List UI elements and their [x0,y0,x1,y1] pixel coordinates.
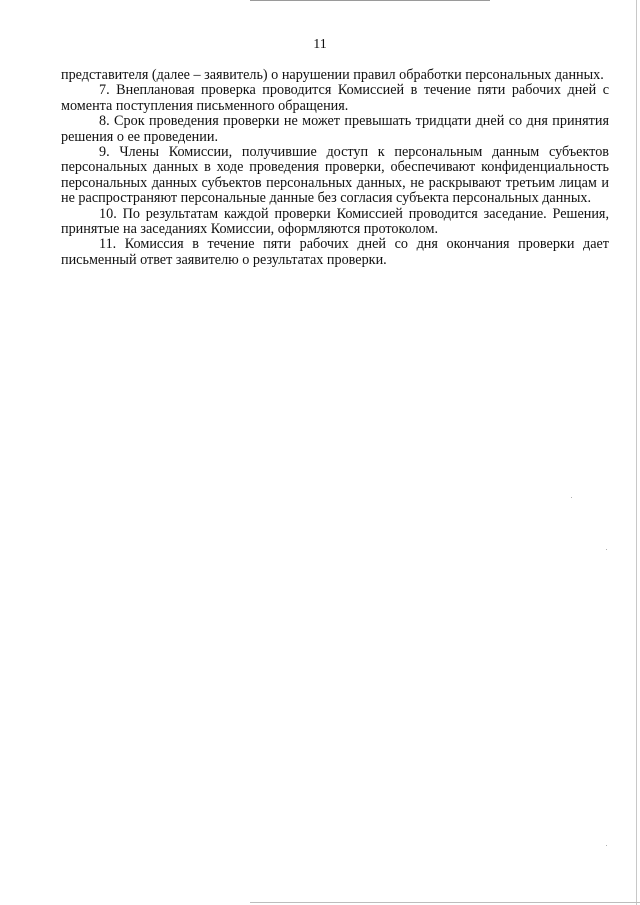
paragraph-10: 10. По результатам каждой проверки Комиссией проводится заседание. Решения, принятые на заседаниях Комиссии, оформляются протоколом. [61,205,609,238]
scan-speck [606,549,607,550]
paragraph-continuation: представителя (далее – заявитель) о нарушении правил обработки персональных данных. [61,67,604,83]
scan-edge-top [250,0,490,1]
scan-speck [571,497,572,498]
scan-edge-bottom [250,902,640,903]
scan-edge-right [636,0,637,905]
paragraph-9: 9. Члены Комиссии, получившие доступ к персональным данным субъектов персональных данных в ходе проведения проверки, обеспечивают конфиденциальность персональных данных субъектов персональных данных, не раскрывают третьим лицам и не распространяют персональные данные без согласия субъекта персональных данных. [61,144,609,207]
paragraph-11: 11. Комиссия в течение пяти рабочих дней со дня окончания проверки дает письменный ответ заявителю о результатах проверки. [61,236,609,268]
paragraph-7: 7. Внеплановая проверка проводится Комиссией в течение пяти рабочих дней с момента поступления письменного обращения. [61,82,609,114]
paragraph-8: 8. Срок проведения проверки не может превышать тридцати дней со дня принятия решения о ее проведении. [61,113,609,145]
scan-speck [606,845,607,846]
document-body [61,68,609,268]
page-number: 11 [313,37,327,52]
